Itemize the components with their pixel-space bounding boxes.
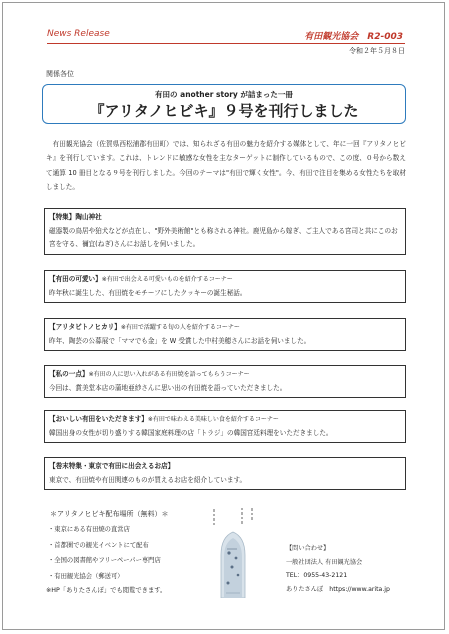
section-heading-line xyxy=(49,211,401,225)
release-date: 令和２年５月８日 xyxy=(349,47,405,55)
section-body: 東京で、有田焼や有田関連のものが買えるお店を紹介しています。 xyxy=(49,475,247,484)
content-section xyxy=(44,365,406,398)
headline-subtitle: 有田の another story が詰まった一冊 xyxy=(155,90,293,99)
section-note: ※有田で活躍する旬の人を紹介するコーナー xyxy=(120,324,240,331)
distribution-item: ・有田観光協会（郵送可） xyxy=(48,572,124,580)
section-heading-line xyxy=(49,413,401,427)
content-section xyxy=(44,270,406,303)
intro-paragraph: 有田観光協会（佐賀県西松浦郡有田町）では、知られざる有田の魅力を紹介する媒体として、年に一回『アリタノヒビキ』を刊行しています。これは、トレンドに敏感な女性を主なターゲットに制作しているもので、この度、０号から数えて通算 10 冊目となる９号を刊行しました。今回のテーマは"有田で輝く女性"。今、有田で注目を集める女性たちを取材しました。 xyxy=(46,140,406,191)
content-section xyxy=(44,208,406,255)
distribution-note: ※HP「ありたさんぽ」でも閲覧できます。 xyxy=(46,587,167,594)
section-heading: 【おいしい有田をいただきます】 xyxy=(49,415,148,423)
addressee: 関係各位 xyxy=(46,70,74,78)
section-body: 磁器製の鳥居や狛犬などが点在し、"野外美術館"とも称される神社。鹿児島から嫁ぎ、ご主人である宮司と共にこのお宮を守る、禰宜(ねぎ)さんにお話しを伺いました。 xyxy=(49,226,398,248)
section-note: ※有田で味わえる美味しい食を紹介するコーナー xyxy=(147,416,279,423)
section-heading-line xyxy=(49,460,401,474)
section-heading: 【巻末特集・東京で有田に出会えるお店】 xyxy=(49,462,175,470)
section-note: ※有田で出会える可愛いものを紹介するコーナー xyxy=(101,276,233,283)
section-heading-line xyxy=(49,273,401,287)
section-heading-line xyxy=(49,321,401,335)
section-body: 今回は、賞美堂本店の蒲地亜紗さんに思い出の有田焼を語っていただきました。 xyxy=(49,383,287,392)
headline-title: 『アリタノヒビキ』９号を刊行しました xyxy=(89,102,359,120)
magazine-cover-image xyxy=(203,505,275,598)
contact-heading: 【問い合わせ】 xyxy=(286,545,330,552)
contact-organization: 一般社団法人 有田観光協会 xyxy=(286,558,363,566)
section-heading-line xyxy=(49,368,401,382)
section-heading: 【アリタビトノヒカリ】 xyxy=(49,323,121,331)
distribution-item: ・全国の図書館やフリーペーパー専門店 xyxy=(48,557,161,564)
content-section xyxy=(44,318,406,351)
title-box xyxy=(42,84,406,124)
section-heading: 【有田の可愛い】 xyxy=(49,275,102,283)
section-body: 韓国出身の女性が切り盛りする韓国家庭料理の店「トラジ」の韓国宮廷料理をいただきました。 xyxy=(49,428,333,437)
distribution-item: ・東京にある有田焼の直営店 xyxy=(48,526,130,533)
section-body: 昨年秋に誕生した、有田焼をモチーフにしたクッキーの誕生秘話。 xyxy=(49,288,247,297)
content-section xyxy=(44,410,406,443)
section-note: ※有田の人に思い入れがある有田焼を語ってもらうコーナー xyxy=(88,371,250,378)
content-section xyxy=(44,457,406,490)
section-body: 昨年、陶芸の公募展で「ママでも金」を W 受賞した中村美穂さんにお話を伺いました。 xyxy=(49,336,311,345)
distribution-title: ＊アリタノヒビキ配布場所（無料）＊ xyxy=(50,510,169,518)
contact-phone: TEL：0955-43-2121 xyxy=(286,572,348,579)
news-release-label: News Release xyxy=(47,29,110,39)
section-heading: 【特集】陶山神社 xyxy=(49,213,102,221)
contact-info xyxy=(286,542,390,596)
release-header xyxy=(47,29,405,44)
contact-website: ありたさんぽ https://www.arita.jp xyxy=(286,585,390,593)
distribution-item: ・首都圏での観光イベントにて配布 xyxy=(48,541,149,549)
release-reference: 有田観光協会 R2-003 xyxy=(304,32,403,42)
section-heading: 【私の一点】 xyxy=(49,370,89,378)
distribution-list xyxy=(46,509,216,598)
